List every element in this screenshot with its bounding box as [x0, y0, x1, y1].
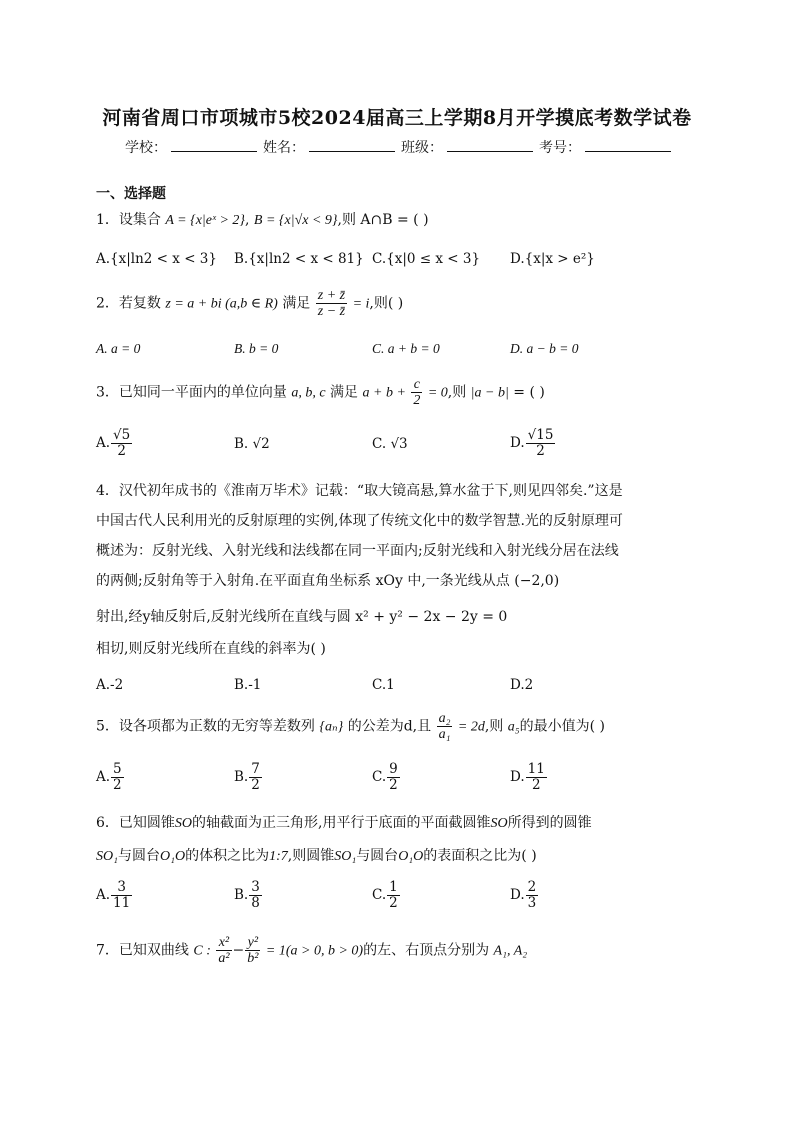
question-5 [96, 711, 605, 742]
question-1 [96, 209, 429, 229]
q2-option-a[interactable]: A. a = 0 [96, 341, 141, 356]
q3-frac-den: 2 [413, 393, 421, 408]
q6-option-d[interactable] [510, 880, 539, 911]
q6-option-d-num: 2 [527, 879, 537, 895]
q7-stem: 7．已知双曲线 [96, 942, 189, 959]
q3-expr: a + b + [362, 385, 406, 401]
q3-eq: = 0 [427, 385, 448, 401]
q5-stem: 5．设各项都为正数的无穷等差数列 [96, 718, 315, 735]
q5-end: 的最小值为( ) [519, 718, 606, 735]
q2-option-c[interactable]: C. a + b = 0 [372, 341, 440, 356]
q2-expr: z = a + bi (a,b ∈ R) [165, 296, 278, 312]
q5-option-c-fraction [387, 762, 400, 793]
q4-option-b[interactable]: B.-1 [234, 677, 262, 693]
q5-option-d-fraction [526, 762, 547, 793]
q6-option-b-fraction [249, 880, 262, 911]
school-blank[interactable] [171, 137, 257, 152]
q6-cone-so1: SO₁ [96, 849, 118, 864]
q4-line-1: 4．汉代初年成书的《淮南万毕术》记载：“取大镜高悬,算水盆于下,则见四邻矣.”这是 [96, 483, 623, 499]
q1-option-b[interactable]: B.{x|ln2 < x < 81} [234, 251, 364, 267]
q3-option-c-label: C. [372, 436, 387, 452]
q4-option-a[interactable]: A.-2 [96, 677, 124, 693]
q3-option-d-num: √15 [527, 427, 554, 443]
q6-option-c-den: 2 [389, 895, 398, 911]
q2-option-b[interactable]: B. b = 0 [234, 341, 279, 356]
q1-sep: , [245, 212, 250, 228]
q3-frac-num: c [411, 377, 422, 393]
q3-option-c[interactable] [372, 436, 408, 452]
q5-sequence: {aₙ} [319, 719, 344, 735]
q3-option-a-fraction [111, 428, 132, 459]
q5-eq: = 2d [457, 719, 485, 735]
q1-stem: 1．设集合 [96, 212, 161, 228]
q7-eq: = 1(a > 0, b > 0) [265, 943, 364, 959]
name-label: 姓名： [263, 140, 305, 156]
q5-fraction [437, 711, 453, 742]
question-7 [96, 935, 527, 966]
q2-stem: 2．若复数 [96, 295, 161, 312]
q5-mid: 的公差为d,且 [347, 718, 432, 735]
q7-y-den: b² [247, 951, 259, 966]
q2-frac-den: z − z̄ [317, 304, 346, 319]
q1-option-a[interactable]: A.{x|ln2 < x < 3} [96, 251, 217, 267]
q3-mid: 满足 [330, 384, 359, 401]
q6-option-c-fraction [387, 880, 400, 911]
q6-option-b-label: B. [234, 887, 249, 903]
question-4 [96, 476, 706, 664]
class-label: 班级： [401, 140, 443, 156]
q5-option-d-den: 2 [531, 777, 541, 793]
q6-frustum-2: O₁O [398, 849, 424, 864]
q2-fraction [316, 288, 347, 319]
q5-option-a-num: 5 [113, 761, 122, 777]
q6-option-d-fraction [526, 880, 539, 911]
q6-cone-so-2: SO [490, 816, 508, 831]
q5-option-a-fraction [111, 762, 124, 793]
q5-option-d-label: D. [510, 769, 525, 785]
q4-option-c[interactable]: C.1 [372, 677, 395, 693]
q7-tail: 的左、右顶点分别为 [363, 942, 490, 959]
q5-option-b-fraction [249, 762, 262, 793]
q3-option-d-fraction [526, 428, 556, 459]
q6-option-b[interactable] [234, 880, 263, 911]
q6-frustum: O₁O [159, 849, 186, 864]
q7-vertices: A₁, A₂ [493, 943, 528, 959]
question-6-line-2 [96, 845, 537, 865]
q6-option-d-den: 3 [527, 895, 537, 911]
exam-title: 河南省周口市项城市5校2024届高三上学期8月开学摸底考数学试卷 [102, 107, 692, 129]
q6-text-4: 与圆台 [117, 848, 160, 864]
q6-option-c-label: C. [372, 887, 387, 903]
q3-vectors: a, b, c [291, 385, 326, 401]
q3-option-a[interactable] [96, 428, 133, 459]
q6-option-a-label: A. [96, 887, 111, 903]
q6-option-a[interactable] [96, 880, 133, 911]
q7-x-den: a² [218, 951, 230, 966]
q1-option-d[interactable]: D.{x|x > e²} [510, 251, 595, 267]
q7-minus: − [232, 942, 245, 959]
q5-option-b-den: 2 [251, 777, 260, 793]
q7-x-fraction [216, 935, 231, 966]
question-2 [96, 288, 403, 319]
q5-option-c-den: 2 [389, 777, 398, 793]
q6-text-3: 所得到的圆锥 [507, 815, 592, 831]
q5-tail: ,则 [484, 718, 504, 735]
name-blank[interactable] [309, 137, 395, 152]
q2-option-d[interactable]: D. a − b = 0 [510, 341, 579, 356]
q5-option-b[interactable] [234, 762, 263, 793]
q3-option-a-den: 2 [117, 443, 126, 459]
q5-option-b-num: 7 [251, 761, 260, 777]
q2-eq: = i [352, 296, 370, 312]
q6-option-c[interactable] [372, 880, 401, 911]
q2-mid: 满足 [282, 295, 311, 312]
q5-option-a[interactable] [96, 762, 125, 793]
q7-curve-name: C : [193, 943, 211, 959]
q6-text-6: ,则圆锥 [287, 848, 335, 864]
q5-option-c-num: 9 [389, 761, 398, 777]
question-6-line-1 [96, 812, 592, 832]
q3-fraction [411, 377, 422, 408]
school-label: 学校： [125, 140, 167, 156]
q2-tail: ,则( ) [369, 295, 404, 312]
q6-text-2: 的轴截面为正三角形,用平行于底面的平面截圆锥 [192, 815, 491, 831]
q6-cone-so1-2: SO₁ [334, 849, 357, 864]
q4-line-2: 中国古代人民利用光的反射原理的实例,体现了传统文化中的数学智慧.光的反射原理可 [96, 513, 623, 529]
q6-option-a-fraction [111, 880, 132, 911]
q5-option-a-den: 2 [113, 777, 122, 793]
student-info-row [125, 137, 677, 157]
q6-option-a-num: 3 [111, 880, 132, 896]
q7-y-fraction [245, 935, 260, 966]
q6-option-b-den: 8 [251, 895, 260, 911]
number-blank[interactable] [585, 137, 671, 152]
q5-option-c[interactable] [372, 762, 401, 793]
q3-tail: ,则 [447, 384, 467, 401]
q7-x-num: x² [216, 935, 231, 951]
q6-option-a-den: 11 [113, 895, 131, 911]
q7-y-num: y² [245, 935, 260, 951]
q3-option-c-value: √3 [390, 436, 408, 452]
question-3 [96, 377, 545, 408]
class-blank[interactable] [447, 137, 533, 152]
q4-line-4: 的两侧;反射角等于入射角.在平面直角坐标系 xOy 中,一条光线从点 (−2,0) [96, 573, 560, 589]
q3-abs: |a − b| [470, 385, 509, 401]
q3-end: = ( ) [513, 384, 545, 401]
q6-cone-so: SO [174, 816, 193, 831]
q2-frac-num: z + z̄ [317, 288, 346, 303]
q5-option-c-label: C. [372, 769, 387, 785]
q5-option-b-label: B. [234, 769, 249, 785]
q3-option-b-value: √2 [252, 436, 270, 452]
q1-set-a: A = {x|eˣ > 2} [165, 213, 245, 228]
q3-option-d-den: 2 [536, 443, 545, 459]
q5-term: a₅ [507, 719, 520, 735]
q3-option-a-num: √5 [113, 427, 131, 443]
q6-text-5: 的体积之比为 [185, 848, 270, 864]
q6-option-d-label: D. [510, 887, 525, 903]
q6-ratio: 1:7 [269, 849, 288, 864]
q5-frac-den: a₁ [438, 727, 451, 742]
q4-line-3: 概述为：反射光线、入射光线和法线都在同一平面内;反射光线和入射光线分居在法线 [96, 543, 619, 559]
q5-option-d[interactable] [510, 762, 548, 793]
q6-text-7: 与圆台 [356, 848, 399, 864]
q5-option-d-num: 11 [527, 761, 545, 777]
q4-line-5: 射出,经y轴反射后,反射光线所在直线与圆 x² + y² − 2x − 2y = 0 [96, 609, 508, 625]
q5-frac-num: a₂ [438, 711, 451, 726]
q3-option-a-label: A. [96, 435, 111, 451]
q6-option-c-num: 1 [389, 879, 398, 895]
q1-set-b: B = {x|√x < 9} [253, 213, 338, 228]
q5-option-a-label: A. [96, 769, 111, 785]
q6-text-8: 的表面积之比为( ) [423, 848, 537, 864]
q1-tail: ,则 A∩B = ( ) [337, 212, 429, 228]
q4-option-d[interactable]: D.2 [510, 677, 534, 693]
q6-option-b-num: 3 [251, 879, 260, 895]
q4-line-6: 相切,则反射光线所在直线的斜率为( ) [96, 641, 326, 657]
q3-stem: 3．已知同一平面内的单位向量 [96, 384, 287, 401]
section-heading: 一、选择题 [96, 186, 166, 202]
q3-option-b[interactable] [234, 436, 270, 452]
q6-text-1: 6．已知圆锥 [96, 815, 175, 831]
q1-option-c[interactable]: C.{x|0 ≤ x < 3} [372, 251, 481, 267]
q3-option-b-label: B. [234, 436, 249, 452]
q3-option-d-label: D. [510, 435, 525, 451]
number-label: 考号： [539, 140, 581, 156]
q3-option-d[interactable] [510, 428, 556, 459]
